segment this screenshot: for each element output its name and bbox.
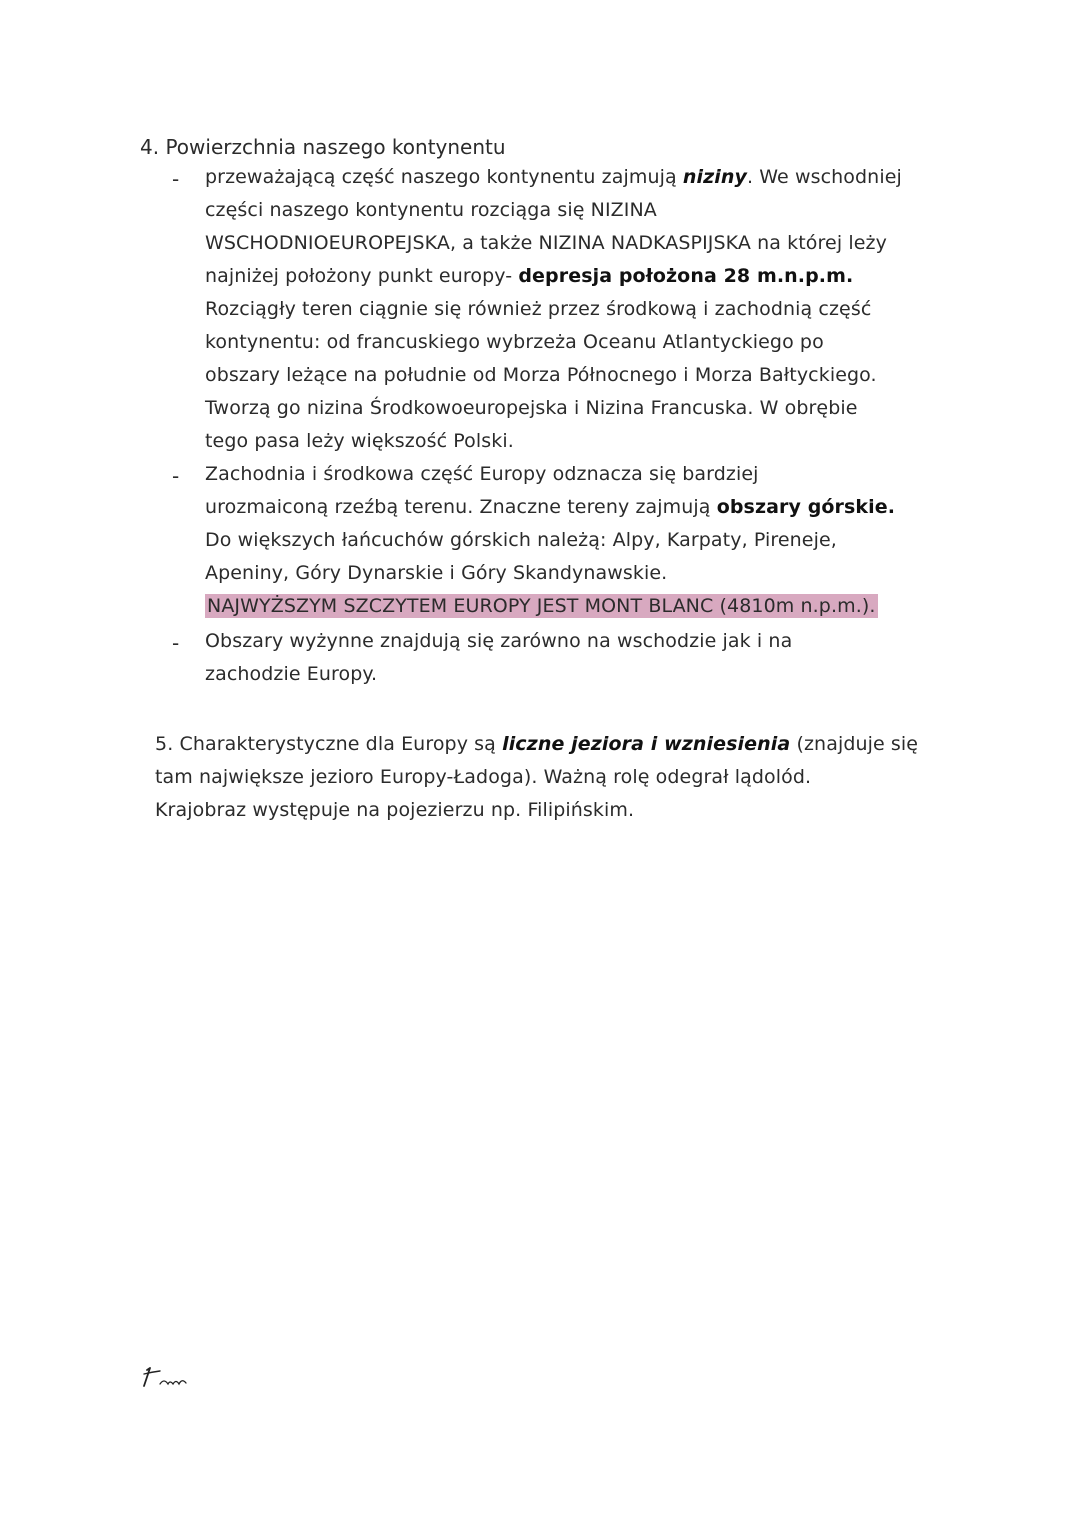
text-line: WSCHODNIOEUROPEJSKA, a także NIZINA NADKASPIJSKA na której leży [205,232,887,254]
text-line: Zachodnia i środkowa część Europy odznacza się bardziej [205,463,759,485]
text-line: najniżej położony punkt europy- depresja położona 28 m.n.p.m. [205,265,854,287]
bullet-1-lowlands [205,161,902,458]
text-line: obszary leżące na południe od Morza Północnego i Morza Bałtyckiego. [205,364,877,386]
bullet-2-mountains [205,458,895,623]
text-line: przeważającą część naszego kontynentu zajmują niziny. We wschodniej [205,166,902,188]
text-line: Apeniny, Góry Dynarskie i Góry Skandynawskie. [205,562,668,584]
bold-term: obszary górskie. [716,496,896,518]
bold-term: depresja położona 28 m.n.p.m. [518,265,854,287]
text-line: Obszary wyżynne znajdują się zarówno na wschodzie jak i na [205,630,793,652]
text-line: części naszego kontynentu rozciąga się NIZINA [205,199,657,221]
bold-term: niziny [682,166,747,188]
bullet-dash: - [172,167,180,191]
signature-mark [140,1362,200,1392]
section-5-paragraph [155,728,918,827]
text-line: Do większych łańcuchów górskich należą: Alpy, Karpaty, Pireneje, [205,529,837,551]
text-line: zachodzie Europy. [205,663,378,685]
bullet-dash: - [172,464,180,488]
bold-term: liczne jeziora i wzniesienia [502,733,791,755]
text-line: 5. Charakterystyczne dla Europy są liczne jeziora i wzniesienia (znajduje się [155,733,919,755]
text-line: tego pasa leży większość Polski. [205,430,514,452]
bullet-dash: - [172,631,180,655]
text-line [205,590,895,623]
text-line: kontynentu: od francuskiego wybrzeża Oceanu Atlantyckiego po [205,331,824,353]
text-line: tam największe jezioro Europy-Ładoga). Ważną rolę odegrał lądolód. [155,766,812,788]
highlighted-fact: NAJWYŻSZYM SZCZYTEM EUROPY JEST MONT BLANC (4810m n.p.m.). [207,595,876,617]
text-line: Krajobraz występuje na pojezierzu np. Filipińskim. [155,799,635,821]
bullet-3-uplands [205,625,792,691]
text-line: Rozciągły teren ciągnie się również przez środkową i zachodnią część [205,298,872,320]
section-4-heading: 4. Powierzchnia naszego kontynentu [140,135,506,159]
text-line: urozmaiconą rzeźbą terenu. Znaczne tereny zajmują obszary górskie. [205,496,896,518]
text-line: Tworzą go nizina Środkowoeuropejska i Nizina Francuska. W obrębie [205,397,858,419]
